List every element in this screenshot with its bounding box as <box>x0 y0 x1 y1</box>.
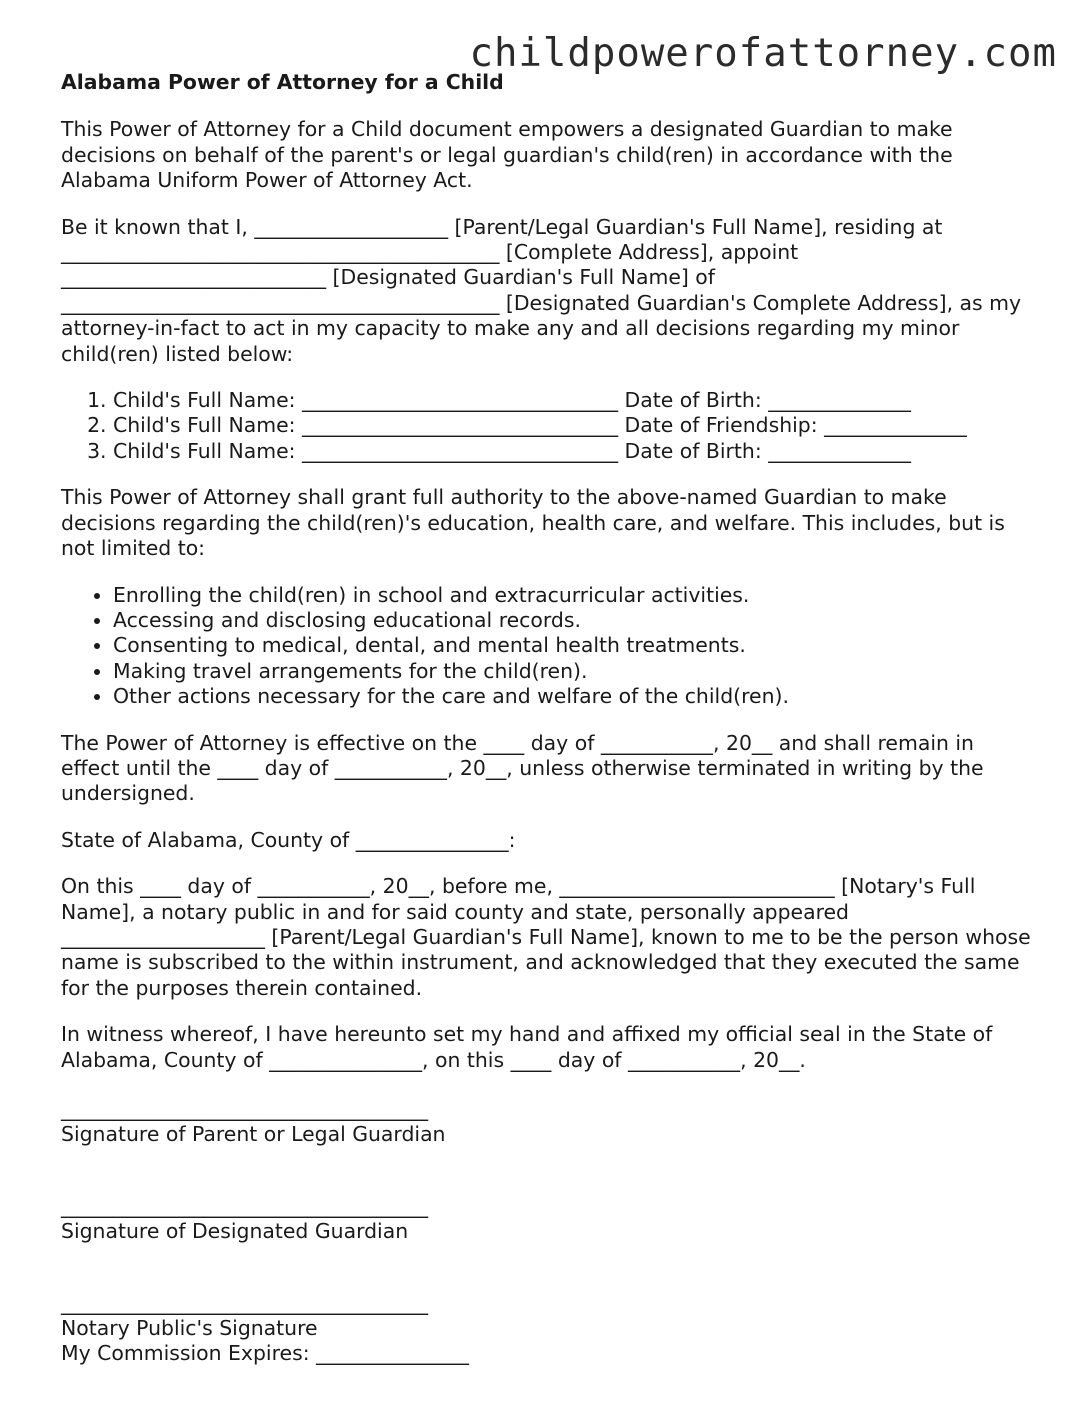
notary-statement: On this ____ day of ___________, 20__, before me, ___________________________ [Notary's Full Name], a notary public in and for said county and state, personally appeared ____________________ [Parent/Legal Guardian's Full Name], known to me to be the person whose name is subscribed to the within instrument, and acknowledged that they executed the same for the purposes therein contained. <box>61 874 1031 1000</box>
power-item-3: • Consenting to medical, dental, and mental health treatments. <box>113 633 1036 658</box>
power-item-4: • Making travel arrangements for the child(ren). <box>113 659 1036 684</box>
child-entry-2: 2. Child's Full Name: _______________________________ Date of Friendship: ______________ <box>113 413 1036 438</box>
watermark: childpowerofattorney.com <box>469 31 1057 76</box>
power-item-2: • Accessing and disclosing educational records. <box>113 608 1036 633</box>
commission-expires-line[interactable]: My Commission Expires: _______________ <box>61 1341 469 1366</box>
children-list <box>61 388 1036 464</box>
powers-list <box>61 583 1036 710</box>
authority-paragraph: This Power of Attorney shall grant full authority to the above-named Guardian to make decisions regarding the child(ren)'s education, health care, and welfare. This includes, but is not limited to: <box>61 485 1005 561</box>
parent-signature-label: Signature of Parent or Legal Guardian <box>61 1122 446 1147</box>
effective-paragraph: The Power of Attorney is effective on the ____ day of ___________, 20__ and shall remain in effect until the ____ day of ___________, 20__, unless otherwise terminated in writing by the undersigned. <box>61 730 984 806</box>
witness-paragraph: In witness whereof, I have hereunto set my hand and affixed my official seal in the State of Alabama, County of _______________, on this ____ day of ___________, 20__. <box>61 1022 993 1072</box>
child-entry-3: 3. Child's Full Name: _______________________________ Date of Birth: ______________ <box>113 439 1036 464</box>
appointment-paragraph: Be it known that I, ___________________ [Parent/Legal Guardian's Full Name], residing at ___________________________________________ [Complete Address], appoint __________________________ [Designated Guardian's Full Name] of ___________________________________________ [Designated Guardian's Complete Address], as my attorney-in-fact to act in my capacity to make any and all decisions regarding my minor child(ren) listed below: <box>61 214 1022 366</box>
guardian-signature-line[interactable]: ____________________________________ <box>61 1193 429 1218</box>
child-entry-1: 1. Child's Full Name: _______________________________ Date of Birth: ______________ <box>113 388 1036 413</box>
parent-signature-line[interactable]: ____________________________________ <box>61 1097 429 1121</box>
state-county-line: State of Alabama, County of _______________: <box>61 827 516 852</box>
document-body <box>61 70 1036 1367</box>
power-item-1: • Enrolling the child(ren) in school and extracurricular activities. <box>113 583 1036 608</box>
notary-signature-label: Notary Public's Signature <box>61 1316 318 1341</box>
notary-signature-line[interactable]: ____________________________________ <box>61 1290 429 1315</box>
document-title: Alabama Power of Attorney for a Child <box>61 70 504 94</box>
intro-paragraph: This Power of Attorney for a Child document empowers a designated Guardian to make decisions on behalf of the parent's or legal guardian's child(ren) in accordance with the Alabama Uniform Power of Attorney Act. <box>61 117 953 193</box>
guardian-signature-label: Signature of Designated Guardian <box>61 1219 409 1244</box>
power-item-5: • Other actions necessary for the care and welfare of the child(ren). <box>113 684 1036 709</box>
signature-block <box>61 1097 1036 1367</box>
